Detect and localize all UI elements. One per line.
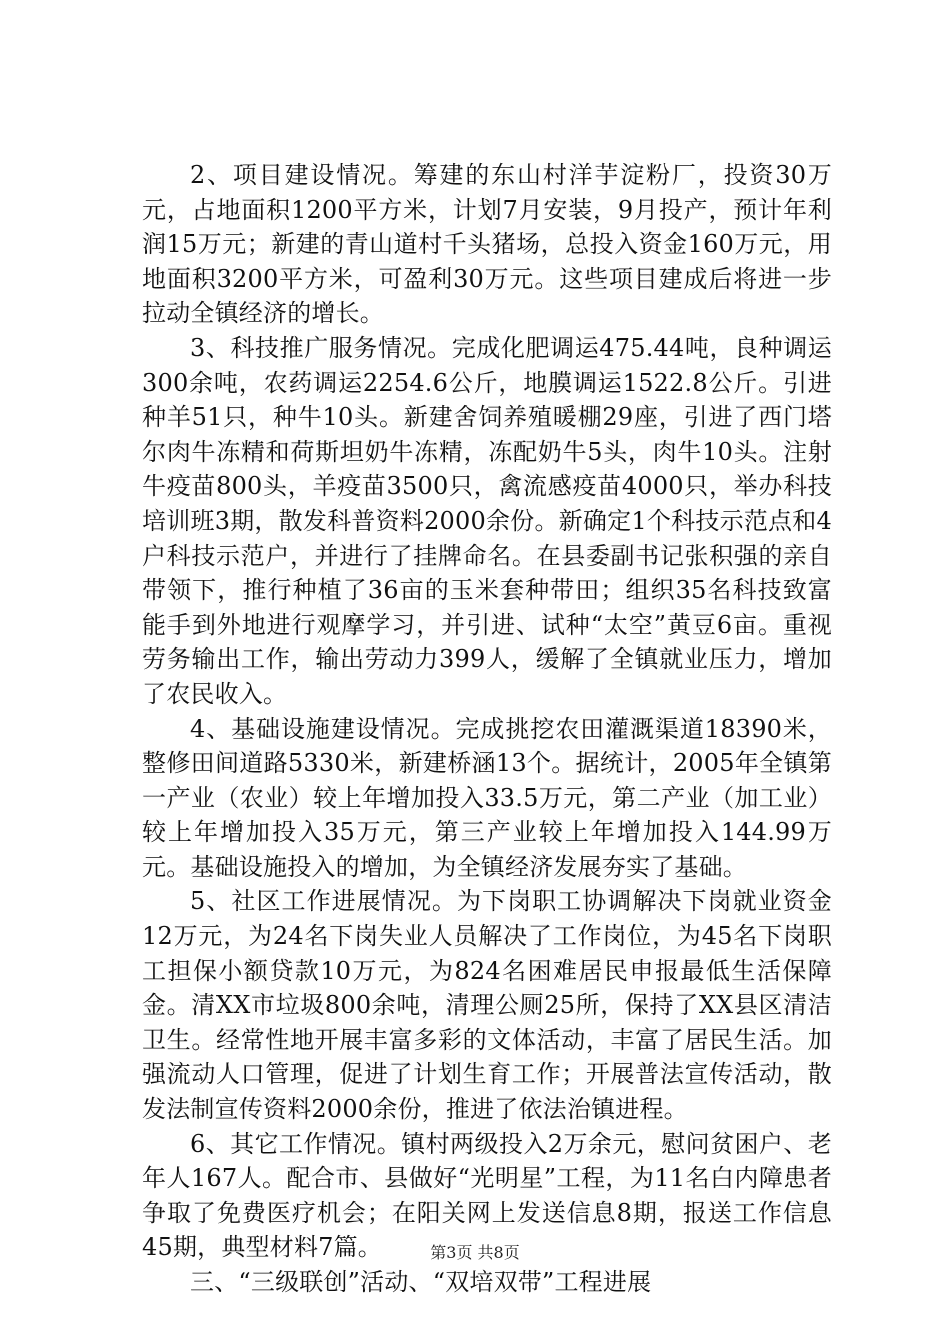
- paragraph-other-work: 6、其它工作情况。镇村两级投入2万余元，慰问贫困户、老年人167人。配合市、县做好“光明星”工程，为11名白内障患者争取了免费医疗机会；在阳关网上发送信息8期，报送工作信息45期，典型材料7篇。: [142, 1129, 832, 1262]
- document-body: [142, 158, 832, 1300]
- page-number-footer: 第3页 共8页: [430, 1243, 520, 1262]
- section-heading-three: 三、“三级联创”活动、“双培双带”工程进展: [190, 1268, 652, 1296]
- paragraph-tech-promotion: 3、科技推广服务情况。完成化肥调运475.44吨，良种调运300余吨，农药调运2254.6公斤，地膜调运1522.8公斤。引进种羊51只，种牛10头。新建舍饲养殖暖棚29座，引进了西门塔尔肉牛冻精和荷斯坦奶牛冻精，冻配奶牛5头，肉牛10头。注射牛疫苗800头，羊疫苗3500只，禽流感疫苗4000只，举办科技培训班3期，散发科普资料2000余份。新确定1个科技示范点和4户科技示范户，并进行了挂牌命名。在县委副书记张积强的亲自带领下，推行种植了36亩的玉米套种带田；组织35名科技致富能手到外地进行观摩学习，并引进、试种“太空”黄豆6亩。重视劳务输出工作，输出劳动力399人，缓解了全镇就业压力，增加了农民收入。: [142, 333, 832, 708]
- paragraph-infrastructure: 4、基础设施建设情况。完成挑挖农田灌溉渠道18390米，整修田间道路5330米，新建桥涵13个。据统计，2005年全镇第一产业（农业）较上年增加投入33.5万元，第二产业（加工业）较上年增加投入35万元，第三产业较上年增加投入144.99万元。基础设施投入的增加，为全镇经济发展夯实了基础。: [142, 714, 832, 881]
- paragraph-project-construction: 2、项目建设情况。筹建的东山村洋芋淀粉厂，投资30万元，占地面积1200平方米，计划7月安装，9月投产，预计年利润15万元；新建的青山道村千头猪场，总投入资金160万元，用地面积3200平方米，可盈利30万元。这些项目建成后将进一步拉动全镇经济的增长。: [142, 161, 832, 328]
- paragraph-community-work: 5、社区工作进展情况。为下岗职工协调解决下岗就业资金12万元，为24名下岗失业人员解决了工作岗位，为45名下岗职工担保小额贷款10万元，为824名困难居民申报最低生活保障金。清XX市垃圾800余吨，清理公厕25所，保持了XX县区清洁卫生。经常性地开展丰富多彩的文体活动，丰富了居民生活。加强流动人口管理，促进了计划生育工作；开展普法宣传活动，散发法制宣传资料2000余份，推进了依法治镇进程。: [142, 887, 832, 1124]
